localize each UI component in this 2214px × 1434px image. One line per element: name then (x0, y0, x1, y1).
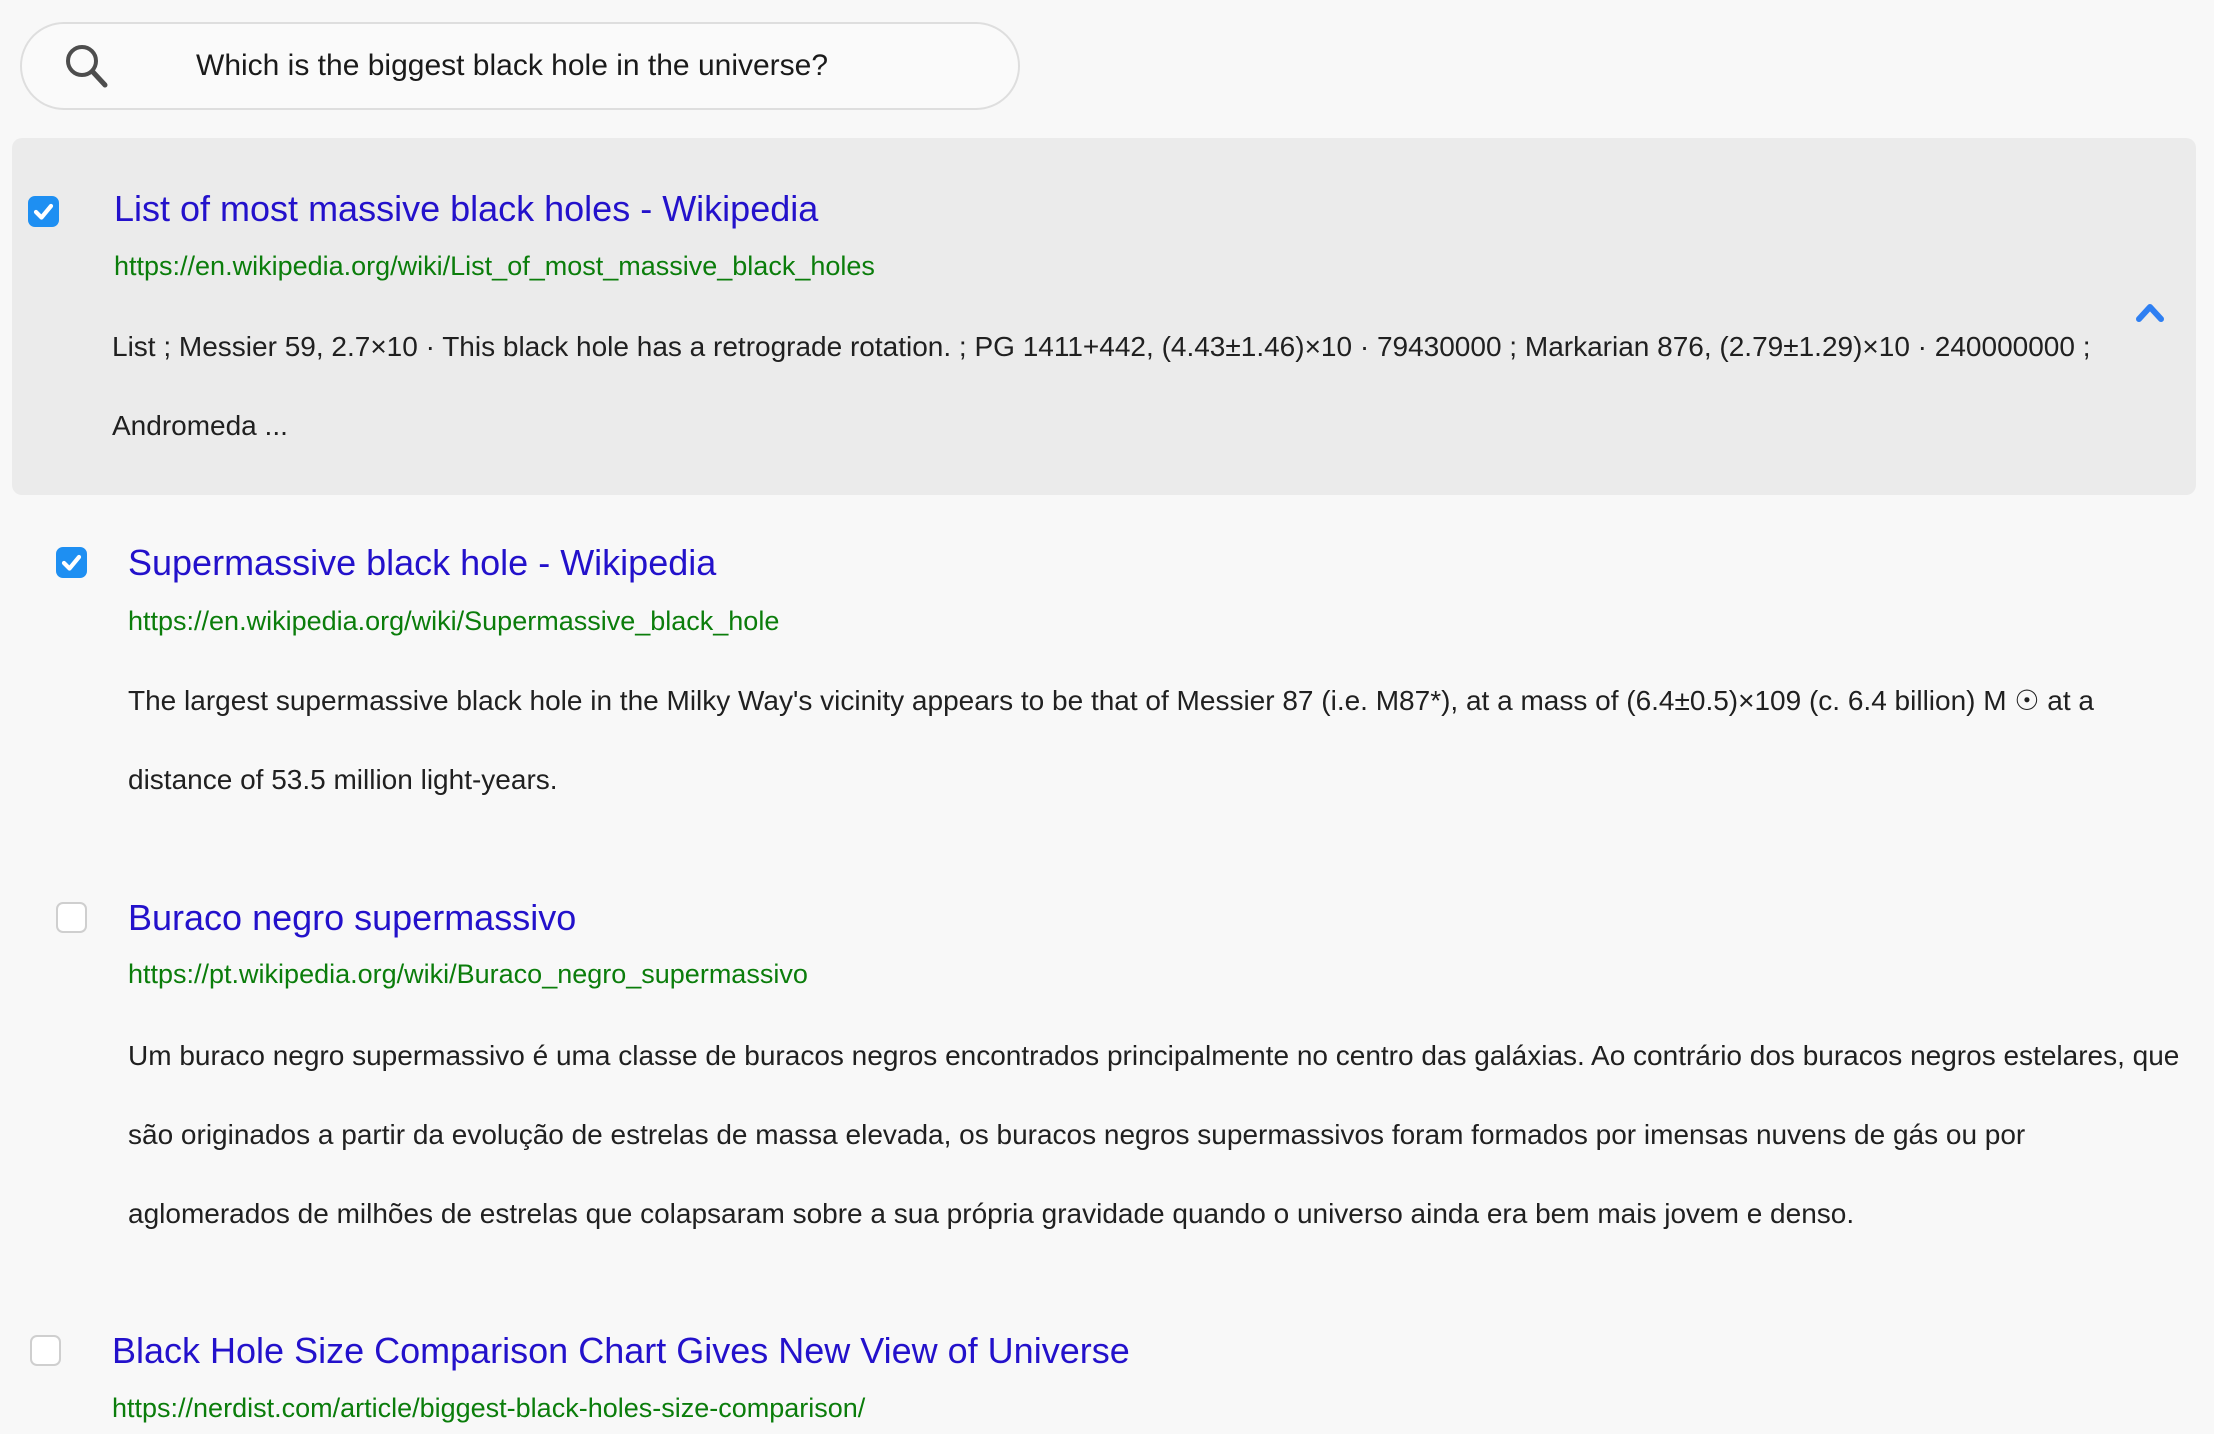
result-2-title-link[interactable]: Supermassive black hole - Wikipedia (128, 542, 717, 583)
snippet-line: The largest supermassive black hole in the Milky Way's vicinity appears to be that of Messier 87 (i.e. M87*), at a mass of (6.4±0.5)×109 (c. 6.4 billion) M ☉ at a (128, 685, 2094, 716)
snippet-line: são originados a partir da evolução de estrelas de massa elevada, os buracos negros supermassivos foram formados por imensas nuvens de gás ou por (128, 1119, 2026, 1150)
result-3-title-link[interactable]: Buraco negro supermassivo (128, 897, 577, 938)
result-1-snippet (112, 307, 2091, 465)
result-3-url: https://pt.wikipedia.org/wiki/Buraco_negro_supermassivo (128, 959, 808, 989)
search-icon (60, 39, 114, 93)
search-bar (20, 22, 1020, 110)
result-3-checkbox[interactable] (56, 902, 87, 933)
result-2-checkbox[interactable] (56, 547, 87, 578)
result-4-url: https://nerdist.com/article/biggest-black-holes-size-comparison/ (112, 1393, 866, 1423)
result-1-url: https://en.wikipedia.org/wiki/List_of_most_massive_black_holes (114, 251, 875, 281)
result-2-snippet (128, 661, 2094, 819)
search-input[interactable] (196, 49, 1016, 83)
result-4-title-link[interactable]: Black Hole Size Comparison Chart Gives New View of Universe (112, 1330, 1130, 1371)
result-1-checkbox[interactable] (28, 196, 59, 227)
snippet-line: distance of 53.5 million light-years. (128, 764, 558, 795)
snippet-line: Andromeda ... (112, 410, 288, 441)
chevron-up-icon[interactable] (2130, 296, 2170, 330)
result-1-title-link[interactable]: List of most massive black holes - Wikipedia (114, 188, 819, 229)
snippet-line: List ; Messier 59, 2.7×10 · This black hole has a retrograde rotation. ; PG 1411+442, (4.43±1.46)×10 · 79430000 ; Markarian 876, (2.79±1.29)×10 · 240000000 ; (112, 331, 2091, 362)
snippet-line: aglomerados de milhões de estrelas que colapsaram sobre a sua própria gravidade quando o universo ainda era bem mais jovem e denso. (128, 1198, 1855, 1229)
result-4-checkbox[interactable] (30, 1335, 61, 1366)
result-2-url: https://en.wikipedia.org/wiki/Supermassive_black_hole (128, 606, 780, 636)
result-3-snippet (128, 1016, 2179, 1253)
snippet-line: Um buraco negro supermassivo é uma classe de buracos negros encontrados principalmente no centro das galáxias. Ao contrário dos buracos negros estelares, que (128, 1040, 2180, 1071)
